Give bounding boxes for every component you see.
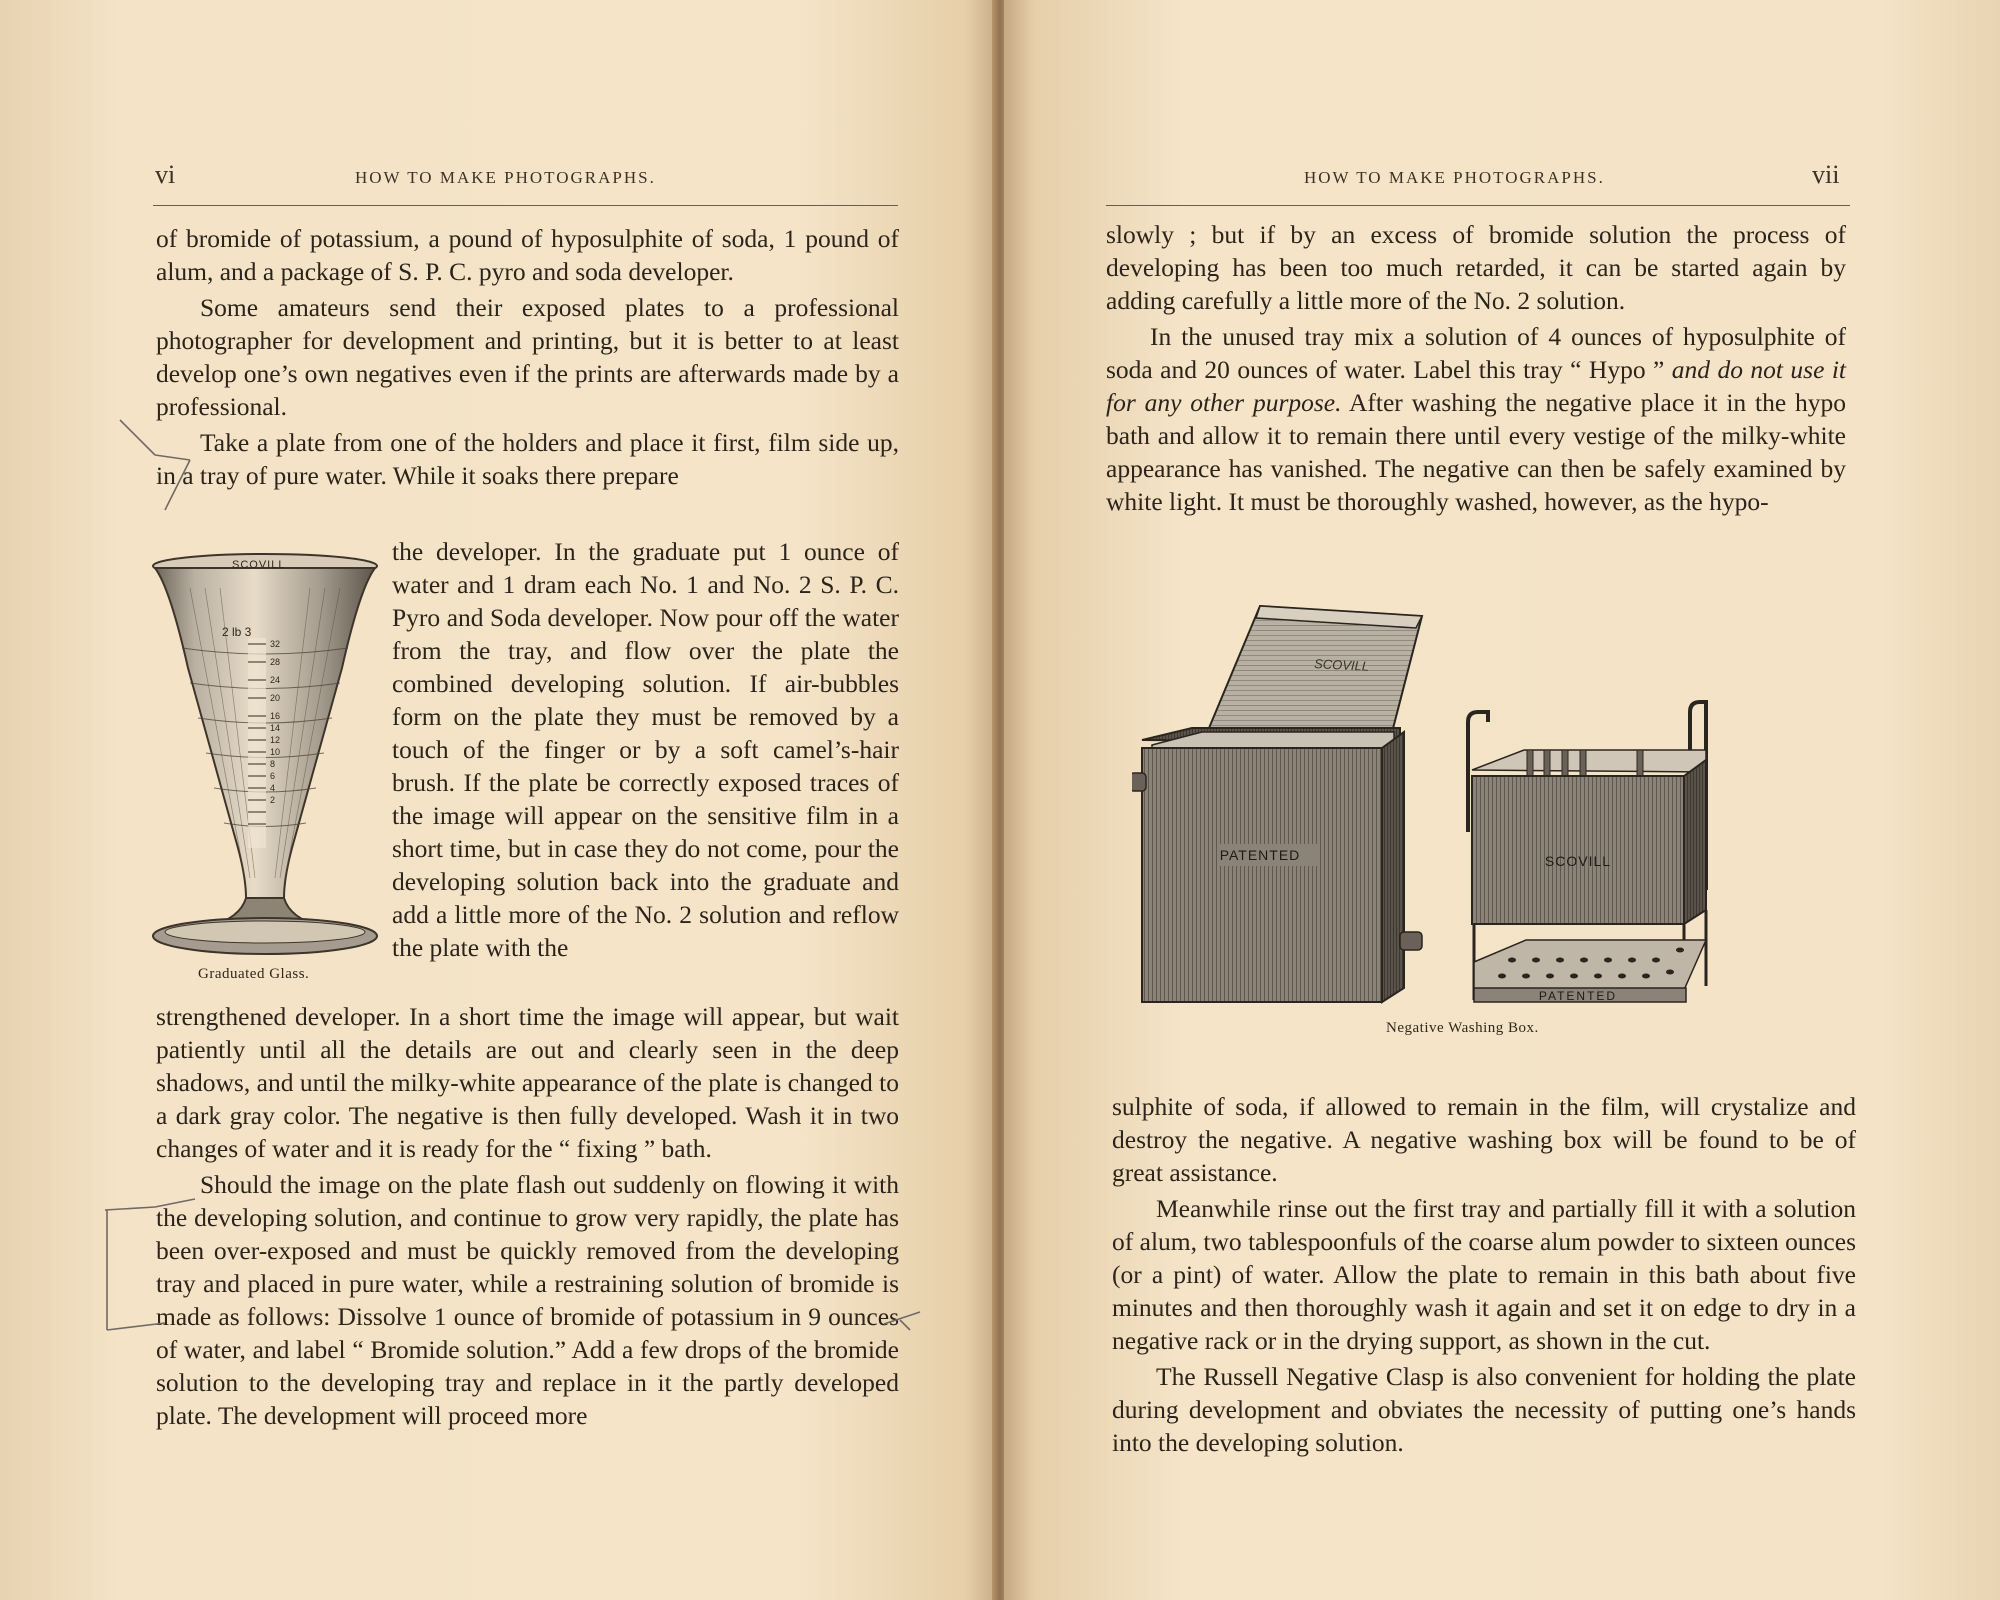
pencil-mark <box>95 1195 245 1345</box>
paragraph <box>1106 320 1846 518</box>
pencil-mark <box>110 400 230 550</box>
paragraph: slowly ; but if by an excess of bromide solution the process of developing has been too much retarded, it can be started again by adding carefully a little more of the No. 2 solution. <box>1106 220 1846 315</box>
running-head: HOW TO MAKE PHOTOGRAPHS. <box>355 168 656 187</box>
paragraph: Take a plate from one of the holders and place it first, film side up, in a tray of pure water. While it soaks there prepare <box>156 428 899 490</box>
scale-mark: 8 <box>270 759 276 769</box>
brand-label: SCOVILL <box>232 559 286 571</box>
scale-mark: 28 <box>270 657 281 667</box>
scale-mark: 10 <box>270 747 281 757</box>
italic-text: and do not use it for any other purpose. <box>1106 355 1846 417</box>
paragraph: of bromide of potassium, a pound of hyposulphite of soda, 1 pound of alum, and a package of S. P. C. pyro and soda developer. <box>156 224 899 286</box>
scale-mark: 6 <box>270 771 276 781</box>
scale-mark: 12 <box>270 735 281 745</box>
text-run: In the unused tray mix a solution of 4 ounces of hyposulphite of soda and 20 ounces of water. Label this tray “ Hypo ” <box>1106 322 1846 384</box>
header-rule <box>1106 205 1850 206</box>
scale-mark: 24 <box>270 675 281 685</box>
pencil-mark <box>880 1300 940 1340</box>
paragraph: strengthened developer. In a short time the image will appear, but wait patiently until all the details are out and clearly seen in the deep shadows, and until the milky-white appearance of the plate is changed to a dark gray color. The negative is then fully developed. Wash it in two changes of water and it is ready for the “ fixing ” bath. <box>156 1002 899 1163</box>
lid-label: SCOVILL <box>1313 656 1370 674</box>
figure-caption: Graduated Glass. <box>198 966 310 982</box>
scale-mark: 14 <box>270 723 281 733</box>
paragraph: the developer. In the graduate put 1 ounce of water and 1 dram each No. 1 and No. 2 S. P. C. Pyro and Soda developer. Now pour off the water from the tray, and flow over the plate the combined developing solution. If air-bubbles form on the plate they must be removed by a touch of the finger or by a soft camel’s-hair brush. If the plate be correctly exposed traces of the image will appear on the sensitive film in a short time, but in case they do not come, pour the developing solution back into the graduate and add a little more of the No. 2 solution and reflow the plate with the <box>392 537 899 962</box>
text-block-top <box>156 222 899 492</box>
scale-mark: 20 <box>270 693 281 703</box>
graduated-glass-illustration <box>150 548 380 968</box>
paragraph: The Russell Negative Clasp is also convenient for holding the plate during development and obviates the necessity of putting one’s hands into the developing solution. <box>1112 1362 1856 1457</box>
left-page <box>0 0 996 1600</box>
figure-caption: Negative Washing Box. <box>1386 1020 1539 1036</box>
paragraph: sulphite of soda, if allowed to remain in the film, will crystalize and destroy the negative. A negative washing box will be found to be of great assistance. <box>1112 1092 1856 1187</box>
text-block-bottom <box>1112 1090 1856 1459</box>
header-rule <box>153 205 898 206</box>
paragraph: Should the image on the plate flash out suddenly on flowing it with the developing solution, and continue to grow very rapidly, the plate has been over-exposed and must be quickly removed from the developing tray and placed in pure water, while a restraining solution of bromide is made as follows: Dissolve 1 ounce of bromide of potassium in 9 ounces of water, and label “ Bromide solution.” Add a few drops of the bromide solution to the developing tray and replace in it the partly developed plate. The development will proceed more <box>156 1170 899 1430</box>
text-block-bottom <box>156 1000 899 1432</box>
scale-mark: 16 <box>270 711 281 721</box>
box-label: PATENTED <box>1219 847 1301 863</box>
scale-mark: 4 <box>270 783 276 793</box>
negative-washing-box-illustration <box>1132 600 1852 1020</box>
rack-label: SCOVILL <box>1544 853 1612 869</box>
page-number: vii <box>1812 160 1840 189</box>
scale-mark: 32 <box>270 639 281 649</box>
page-number: vi <box>155 160 176 189</box>
text-block-top <box>1106 218 1846 518</box>
top-mark: 2 lb 3 <box>222 625 252 639</box>
text-block-wrap <box>392 535 899 964</box>
rack-base-label: PATENTED <box>1538 989 1618 1003</box>
paragraph: Meanwhile rinse out the first tray and partially fill it with a solution of alum, two tablespoonfuls of the coarse alum powder to sixteen ounces (or a pint) of water. Allow the plate to remain in this bath about five minutes and then thoroughly wash it again and set it on edge to dry in a negative rack or in the drying support, as shown in the cut. <box>1112 1194 1856 1355</box>
paragraph: Some amateurs send their exposed plates to a professional photographer for development and printing, but it is better to at least develop one’s own negatives even if the prints are afterwards made by a professional. <box>156 293 899 421</box>
running-head: HOW TO MAKE PHOTOGRAPHS. <box>1304 168 1605 187</box>
text-run: After washing the negative place it in the hypo bath and allow it to remain there until every vestige of the milky-white appearance has vanished. The negative can then be safely examined by white light. It must be thoroughly washed, however, as the hypo- <box>1106 388 1847 516</box>
scale-mark: 2 <box>270 795 276 805</box>
